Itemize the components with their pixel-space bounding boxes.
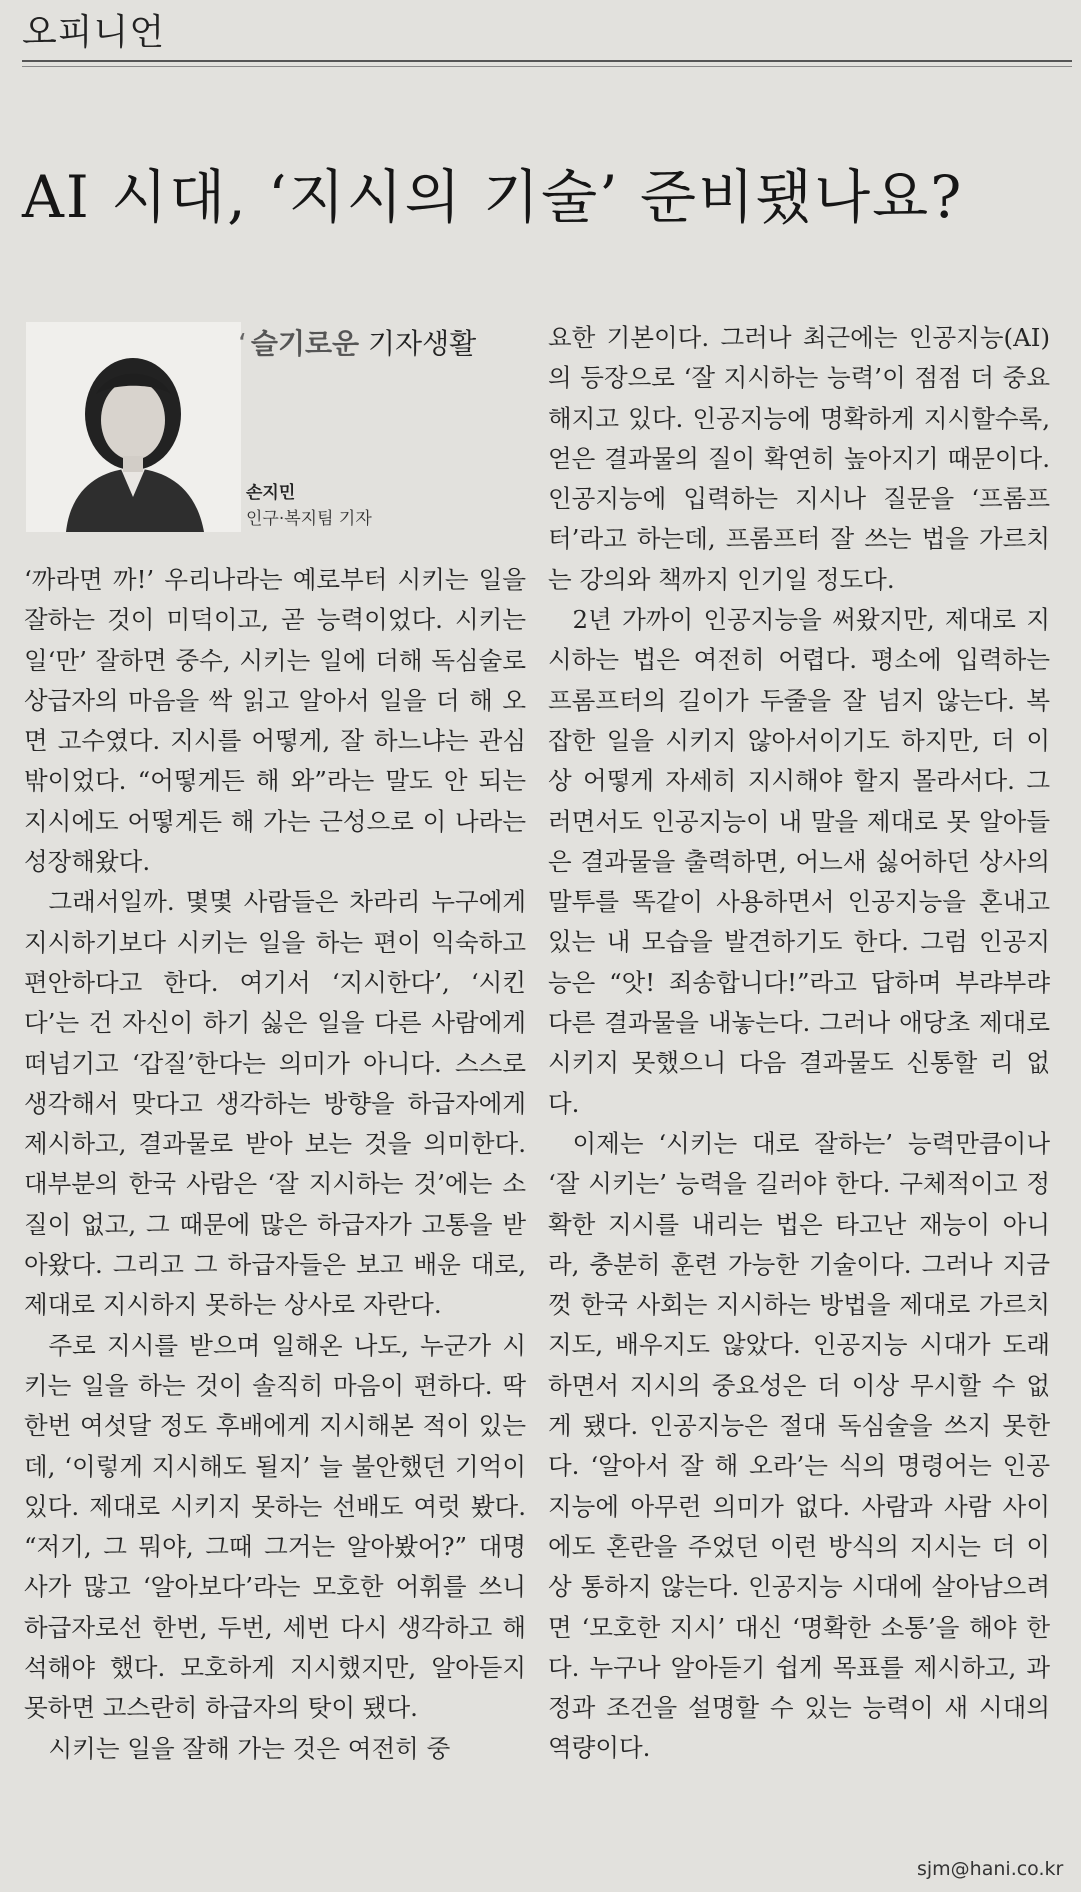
paragraph: 2년 가까이 인공지능을 써왔지만, 제대로 지시하는 법은 여전히 어렵다. 평소에 입력하는 프롬프터의 길이가 두줄을 잘 넘지 않는다. 복잡한 일을 시키지 않아서이기도 하지만, 더 이상 어떻게 자세히 지시해야 할지 몰라서다. 그러면서도 인공지능이 내 말을 제대로 못 알아들은 결과물을 출력하면, 어느새 싫어하던 상사의 말투를 똑같이 사용하면서 인공지능을 혼내고 있는 내 모습을 발견하기도 한다. 그럼 인공지능은 “앗! 죄송합니다!”라고 답하며 부랴부랴 다른 결과물을 내놓는다. 그러나 애당초 제대로 시키지 못했으니 다음 결과물도 신통할 리 없다. [548,605,1050,1118]
author-team: 인구·복지팀 기자 [246,509,372,529]
column-tick: ‘ [238,327,247,360]
author-name: 손지민 [246,483,296,503]
article-column-left [24,560,526,1769]
paragraph: ‘까라면 까!’ 우리나라는 예로부터 시키는 일을 잘하는 것이 미덕이고, 곧 능력이었다. 시키는 일‘만’ 잘하면 중수, 시키는 일에 더해 독심술로 상급자의 마음을 싹 읽고 알아서 일을 더 해 오면 고수였다. 지시를 어떻게, 잘 하느냐는 관심 밖이었다. “어떻게든 해 와”라는 말도 안 되는 지시에도 어떻게든 해 가는 근성으로 이 나라는 성장해왔다. [24,565,526,877]
paragraph: 시키는 일을 잘해 가는 것은 여전히 중 [48,1733,451,1763]
author-photo [26,322,241,532]
headline: AI 시대, ‘지시의 기술’ 준비됐나요? [22,163,964,231]
column-name-rest: 기자생활 [359,327,477,360]
paragraph: 주로 지시를 받으며 일해온 나도, 누군가 시키는 일을 하는 것이 솔직히 마음이 편하다. 딱 한번 여섯달 정도 후배에게 지시해본 적이 있는데, ‘이렇게 지시해도 될지’ 늘 불안했던 기억이 있다. 제대로 시키지 못하는 선배도 여럿 봤다. “저기, 그 뭐야, 그때 그거는 알아봤어?” 대명사가 많고 ‘알아보다’라는 모호한 어휘를 쓰니 하급자로선 한번, 두번, 세번 다시 생각하고 해석해야 했다. 모호하게 지시했지만, 알아듣지 못하면 고스란히 하급자의 탓이 됐다. [24,1330,526,1723]
paragraph: 이제는 ‘시키는 대로 잘하는’ 능력만큼이나 ‘잘 시키는’ 능력을 길러야 한다. 구체적이고 정확한 지시를 내리는 법은 타고난 재능이 아니라, 충분히 훈련 가능한 기술이다. 그러나 지금껏 한국 사회는 지시하는 방법을 제대로 가르치지도, 배우지도 않았다. 인공지능 시대가 도래하면서 지시의 중요성은 더 이상 무시할 수 없게 됐다. 인공지능은 절대 독심술을 쓰지 못한다. ‘알아서 잘 해 오라’는 식의 명령어는 인공지능에 아무런 의미가 없다. 사람과 사람 사이에도 혼란을 주었던 이런 방식의 지시는 더 이상 통하지 않는다. 인공지능 시대에 살아남으려면 ‘모호한 지시’ 대신 ‘명확한 소통’을 해야 한다. 누구나 알아듣기 쉽게 목표를 제시하고, 과정과 조건을 설명할 수 있는 능력이 새 시대의 역량이다. [548,1128,1050,1763]
column-name-accent: 슬기로운 [250,327,360,360]
header-rule-thin [22,66,1072,67]
article-column-right [548,318,1050,1769]
paragraph: 그래서일까. 몇몇 사람들은 차라리 누구에게 지시하기보다 시키는 일을 하는 편이 익숙하고 편안하다고 한다. 여기서 ‘지시한다’, ‘시킨다’는 건 자신이 하기 싫은 일을 다른 사람에게 떠넘기고 ‘갑질’한다는 의미가 아니다. 스스로 생각해서 맞다고 생각하는 방향을 하급자에게 제시하고, 결과물로 받아 보는 것을 의미한다. 대부분의 한국 사람은 ‘잘 지시하는 것’에는 소질이 없고, 그 때문에 많은 하급자가 고통을 받아왔다. 그리고 그 하급자들은 보고 배운 대로, 제대로 지시하지 못하는 상사로 자란다. [24,887,526,1320]
section-label: 오피니언 [22,12,166,53]
header-rule [22,60,1072,62]
author-portrait-icon [26,322,241,532]
column-name [238,322,476,362]
paragraph: 요한 기본이다. 그러나 최근에는 인공지능(AI)의 등장으로 ‘잘 지시하는 능력’이 점점 더 중요해지고 있다. 인공지능에 명확하게 지시할수록, 얻은 결과물의 질이 확연히 높아지기 때문이다. 인공지능에 입력하는 지시나 질문을 ‘프롬프터’라고 하는데, 프롬프터 잘 쓰는 법을 가르치는 강의와 책까지 인기일 정도다. [548,323,1050,594]
author-email: sjm@hani.co.kr [917,1858,1064,1880]
